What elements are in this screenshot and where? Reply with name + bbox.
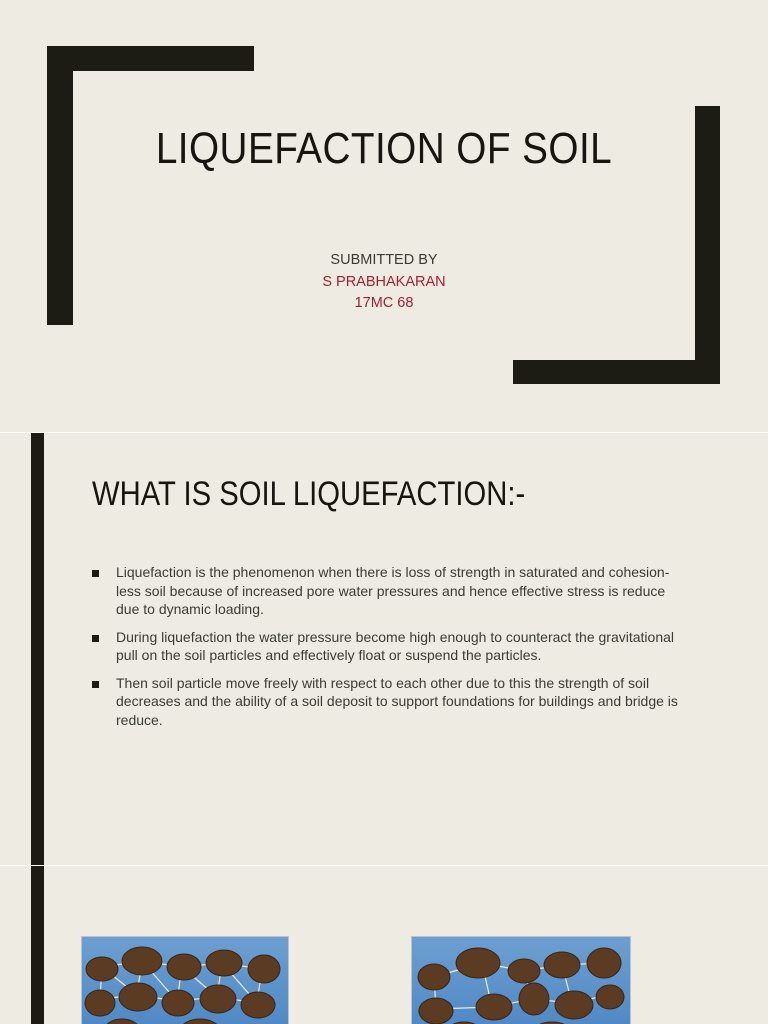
frame-bar-bottom-right-horizontal [513,360,720,384]
left-accent-bar [31,433,44,865]
soil-particles-image [411,936,631,1024]
bullet-text: During liquefaction the water pressure become high enough to counteract the gravitational pull on the soil particles and effectively float or suspend the particles. [116,628,675,663]
square-bullet-icon [92,570,99,577]
square-bullet-icon [92,635,99,642]
author-id: 17MC 68 [354,295,414,311]
submitted-by-label: SUBMITTED BY [330,252,438,268]
square-bullet-icon [92,681,99,688]
frame-bar-top-left-horizontal [47,46,254,71]
bullet-text: Liquefaction is the phenomenon when there is loss of strength in saturated and cohesion-less soil because of increased pore water pressures and hence effective stress is reduce due to dynamic loading. [116,564,670,617]
bullet-item [92,563,682,619]
author-name: S PRABHAKARAN [322,274,446,290]
bullet-text: Then soil particle move freely with respect to each other due to this the strength of soil decreases and the ability of a soil deposit to support foundations for buildings and bridge is reduce. [116,674,678,728]
bullet-item [92,628,682,665]
bullet-item [92,674,682,730]
slide-title: LIQUEFACTION OF SOIL [155,124,613,173]
title-slide [0,0,768,432]
image-slide [0,866,768,1024]
soil-particles-illustration [412,937,630,1024]
left-accent-bar [31,866,44,1024]
bullet-list [92,563,682,738]
soil-particles-illustration [82,937,288,1024]
section-heading: WHAT IS SOIL LIQUEFACTION:- [92,475,526,513]
definition-slide [0,433,768,865]
soil-particles-image [81,936,289,1024]
